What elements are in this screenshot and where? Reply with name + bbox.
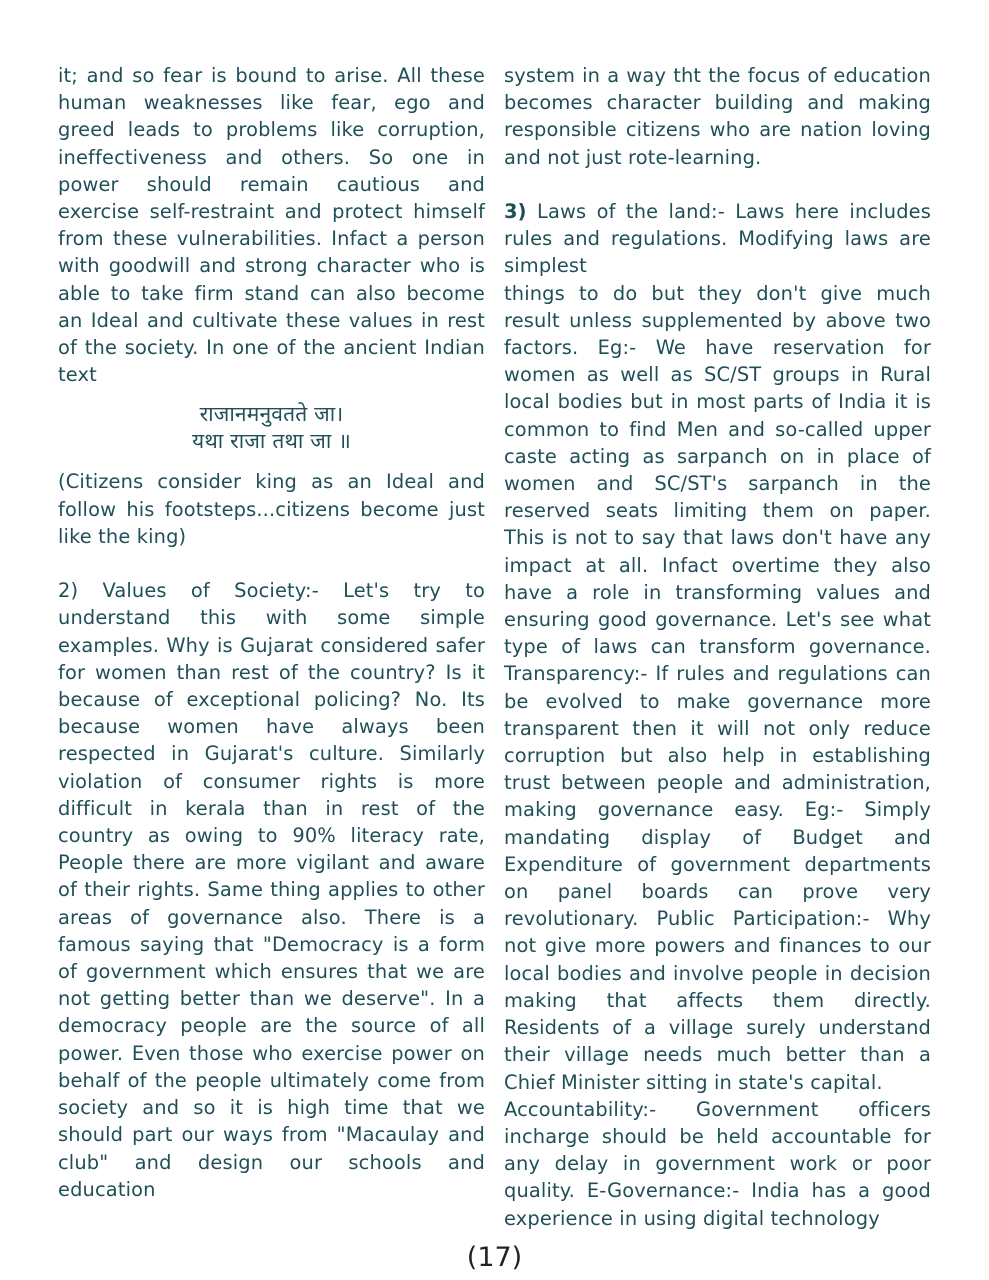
sanskrit-verse (58, 388, 485, 468)
paragraph-gap (504, 171, 931, 198)
right-paragraph-1: system in a way tht the focus of education becomes character building and making responsible citizens who are nation loving and not just rote-learning. (504, 64, 931, 169)
verse-line-1: राजानमनुवतते जा। (199, 402, 344, 427)
section-3-lead: Laws of the land:- Laws here includes rules and regulations. Modifying laws are simplest (504, 200, 931, 278)
left-paragraph-1: it; and so fear is bound to arise. All these human weaknesses like fear, ego and greed leads to problems like corruption, ineffectiveness and others. So one in power should remain cautious and exercise self-restraint and protect himself from these vulnerabilities. Infact a person with goodwill and strong character who is able to take firm stand can also become an Ideal and cultivate these values in rest of the society. In one of the ancient Indian text (58, 64, 485, 387)
page-number: (17) (466, 1242, 523, 1273)
left-paragraph-2: (Citizens consider king as an Ideal and follow his footsteps...citizens become just like the king) (58, 470, 485, 548)
right-column (504, 62, 931, 1232)
right-paragraph-2 (504, 198, 931, 280)
paragraph-gap (58, 550, 485, 577)
left-paragraph-3: 2) Values of Society:- Let's try to understand this with some simple examples. Why is Gujarat considered safer for women than rest of the country? Is it because of exceptional policing? No. Its because women have always been respected in Gujarat's culture. Similarly violation of consumer rights is more difficult in kerala than in rest of the country as owing to 90% literacy rate, People there are more vigilant and aware of their rights. Same thing applies to other areas of governance also. There is a famous saying that "Democracy is a form of government which ensures that we are not getting better than we deserve". In a democracy people are the source of all power. Even those who exercise power on behalf of the people ultimately come from society and so it is high time that we should part our ways from "Macaulay and club" and design our schools and education (58, 579, 485, 1201)
right-paragraph-3: things to do but they don't give much result unless supplemented by above two factors. Eg:- We have reservation for women as well as SC/ST groups in Rural local bodies but in most parts of India it is common to find Men and so-called upper caste acting as sarpanch on in place of women and SC/ST's sarpanch in the reserved seats limiting them on paper. This is not to say that laws don't have any impact at all. Infact overtime they also have a role in transforming values and ensuring good governance. Let's see what type of laws can transform governance. Transparency:- If rules and regulations can be evolved to make governance more transparent then it will not only reduce corruption but also help in establishing trust between people and administration, making governance easy. Eg:- Simply mandating display of Budget and Expenditure of government departments on panel boards can prove very revolutionary. Public Participation:- Why not give more powers and finances to our local bodies and involve people in decision making that affects them directly. Residents of a village surely understand their village needs much better than a Chief Minister sitting in state's capital. (504, 281, 931, 1094)
right-paragraph-4: Accountability:- Government officers incharge should be held accountable for any delay in government work or poor quality. E-Governance:- India has a good experience in using digital technology (504, 1097, 931, 1230)
left-column (58, 62, 485, 1203)
verse-line-2: यथा राजा तथा जा ॥ (191, 429, 351, 454)
section-3-number: 3) (504, 200, 527, 223)
